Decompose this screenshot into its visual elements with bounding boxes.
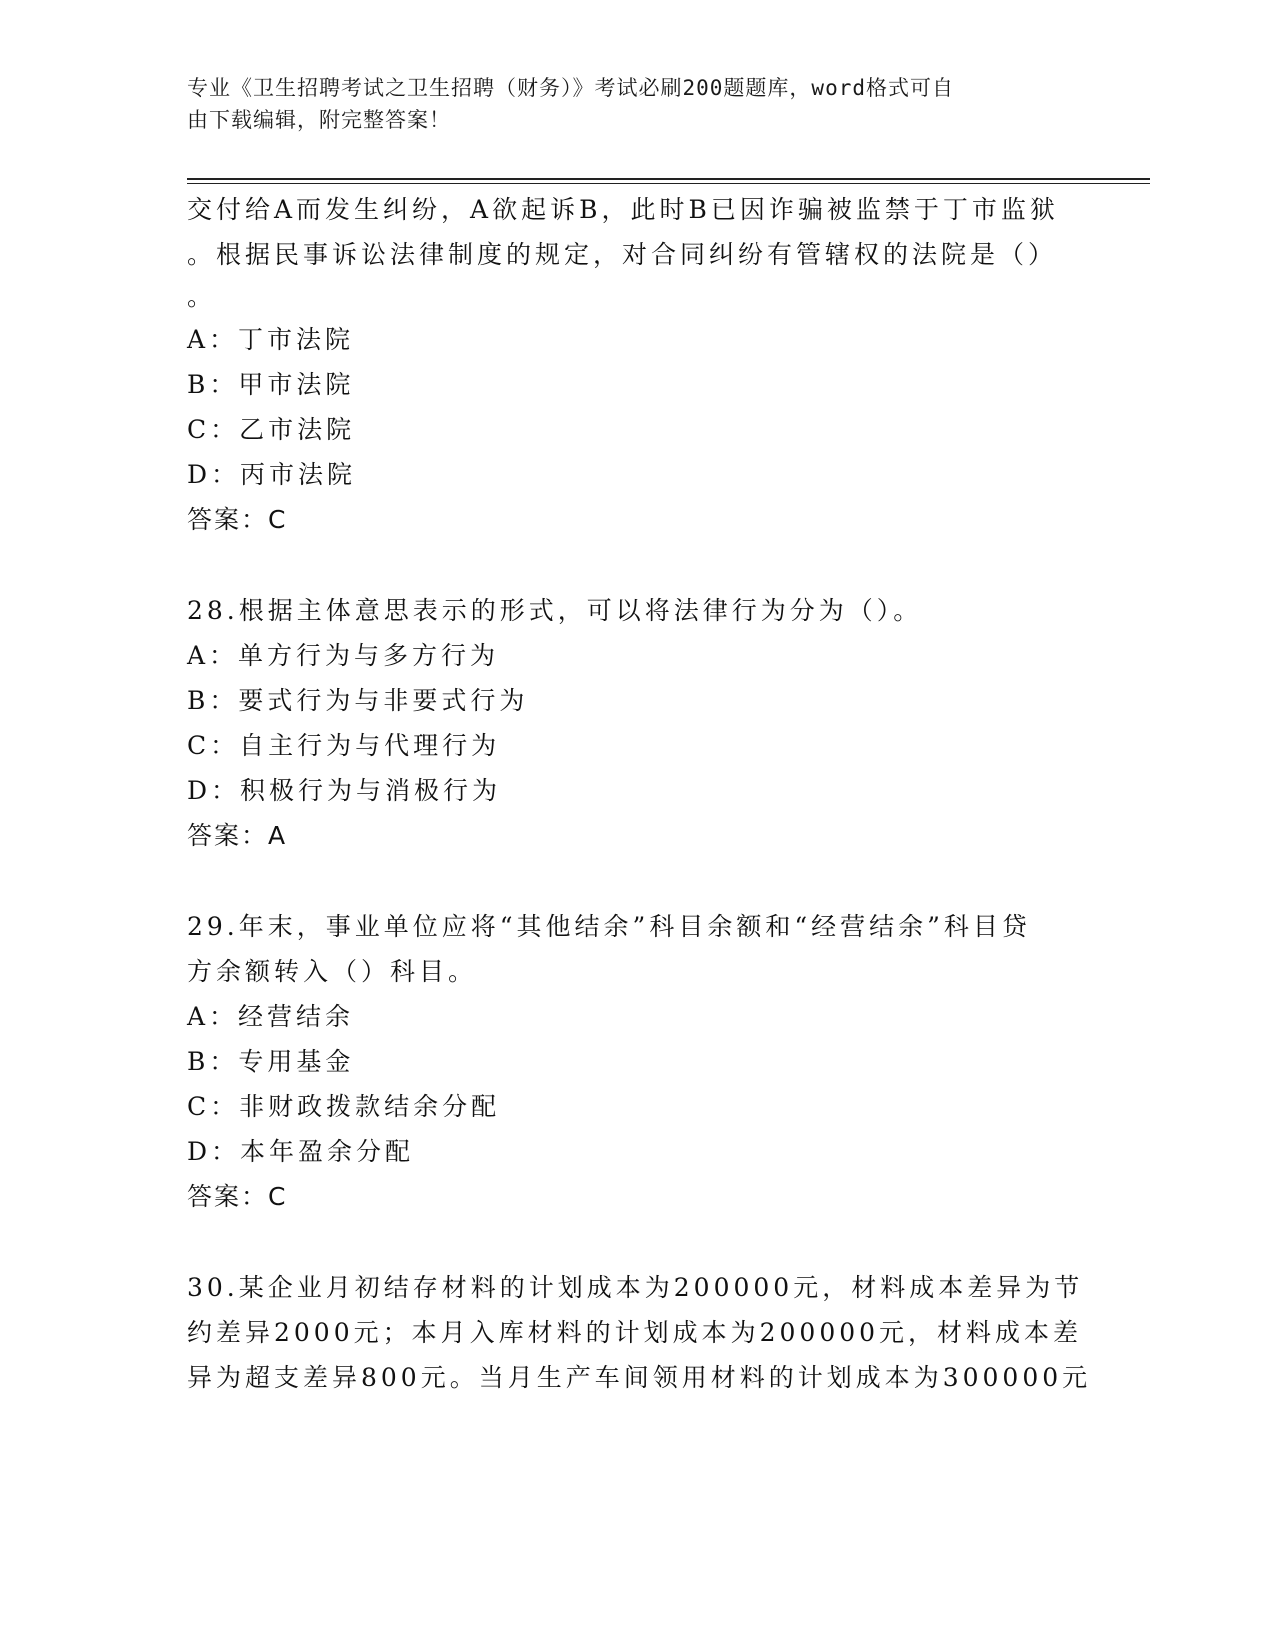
question-stem-line: 30.某企业月初结存材料的计划成本为200000元，材料成本差异为节 xyxy=(187,1273,1084,1302)
option-a: A：单方行为与多方行为 xyxy=(187,641,500,670)
question-spacer xyxy=(187,1219,1087,1265)
answer-label: 答案： xyxy=(187,1182,269,1211)
question-stem-line: 交付给A而发生纠纷，A欲起诉B，此时B已因诈骗被监禁于丁市监狱 xyxy=(187,195,1059,224)
option-b: B：专用基金 xyxy=(187,1047,355,1076)
option-d: D：丙市法院 xyxy=(187,460,357,489)
question-stem-line: 28.根据主体意思表示的形式，可以将法律行为分为（）。 xyxy=(187,596,923,625)
option-c: C：自主行为与代理行为 xyxy=(187,731,501,760)
question-stem-line: 约差异2000元；本月入库材料的计划成本为200000元，材料成本差 xyxy=(187,1318,1083,1347)
question-28 xyxy=(187,588,1087,858)
answer-line xyxy=(187,497,1087,542)
answer-line xyxy=(187,1174,1087,1219)
option-b: B：要式行为与非要式行为 xyxy=(187,686,529,715)
answer-value: C xyxy=(268,505,288,534)
question-stem-line: 方余额转入（）科目。 xyxy=(187,957,478,986)
question-stem-line: 异为超支差异800元。当月生产车间领用材料的计划成本为300000元 xyxy=(187,1363,1092,1392)
option-c: C：非财政拨款结余分配 xyxy=(187,1092,501,1121)
question-stem-line: 29.年末，事业单位应将“其他结余”科目余额和“经营结余”科目贷 xyxy=(187,912,1031,941)
header-line-2: 由下载编辑，附完整答案！ xyxy=(187,108,451,132)
answer-label: 答案： xyxy=(187,505,269,534)
answer-label: 答案： xyxy=(187,821,269,850)
answer-line xyxy=(187,813,1087,858)
answer-value: A xyxy=(268,821,288,850)
document-header xyxy=(187,72,1067,136)
question-spacer xyxy=(187,858,1087,904)
header-line-1: 专业《卫生招聘考试之卫生招聘（财务）》考试必刷200题题库，word格式可自 xyxy=(187,76,954,100)
question-27 xyxy=(187,187,1087,542)
option-a: A：经营结余 xyxy=(187,1002,355,1031)
question-list xyxy=(187,187,1092,1400)
question-spacer xyxy=(187,542,1087,588)
question-30 xyxy=(187,1265,1092,1400)
answer-value: C xyxy=(268,1182,288,1211)
header-divider-thick xyxy=(187,178,1150,180)
option-a: A：丁市法院 xyxy=(187,325,355,354)
question-stem-line: 。 xyxy=(187,282,217,311)
option-d: D：积极行为与消极行为 xyxy=(187,776,502,805)
question-stem-line: 。根据民事诉讼法律制度的规定，对合同纠纷有管辖权的法院是（） xyxy=(187,240,1058,269)
option-d: D：本年盈余分配 xyxy=(187,1137,415,1166)
header-divider-thin xyxy=(187,183,1150,184)
option-b: B：甲市法院 xyxy=(187,370,355,399)
question-29 xyxy=(187,904,1087,1219)
option-c: C：乙市法院 xyxy=(187,415,356,444)
